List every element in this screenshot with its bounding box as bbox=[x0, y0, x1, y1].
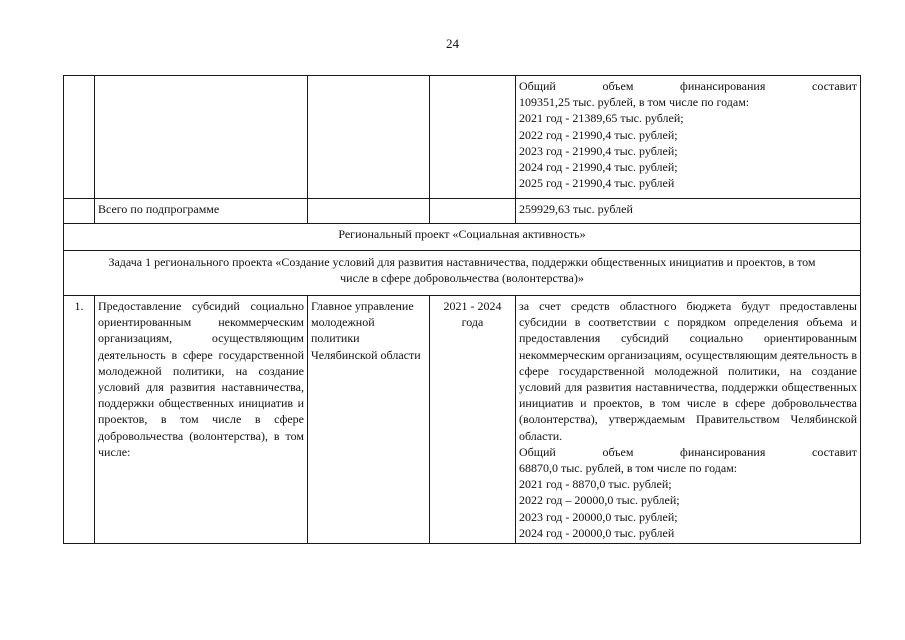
item-period: 2021 - 2024 года bbox=[430, 296, 516, 544]
financing-line: Общий объем финансирования составит bbox=[519, 444, 857, 459]
financing-line: 2022 год – 20000,0 тыс. рублей; bbox=[519, 493, 680, 508]
financing-line: 2022 год - 21990,4 тыс. рублей; bbox=[519, 127, 678, 142]
total-amount: 259929,63 тыс. рублей bbox=[516, 199, 861, 224]
financing-line: 2023 год - 20000,0 тыс. рублей; bbox=[519, 509, 678, 524]
table-cell bbox=[430, 199, 516, 224]
table-cell bbox=[64, 199, 95, 224]
financing-line: 2024 год - 20000,0 тыс. рублей bbox=[519, 525, 675, 540]
table-cell bbox=[64, 76, 95, 199]
item-source-text: за счет средств областного бюджета будут предоставлены субсидии в соответствии с порядком определения объема и предоставления субсидий социально ориентированным некоммерческим организациям, осуществляющим деятельность в сфере государственной молодежной политики, на создание условий для развития наставничества, поддержки общественных инициатив и проектов, в том числе в сфере добровольчества (волонтерства), утверждаемым Правительством Челябинской области. bbox=[519, 299, 857, 443]
program-table bbox=[63, 75, 861, 544]
financing-line: 68870,0 тыс. рублей, в том числе по годам: bbox=[519, 461, 738, 476]
table-row bbox=[64, 296, 861, 544]
total-row bbox=[64, 199, 861, 224]
item-source-cell bbox=[516, 296, 861, 544]
financing-line: 109351,25 тыс. рублей, в том числе по годам: bbox=[519, 95, 750, 110]
table-cell bbox=[430, 76, 516, 199]
table-cell bbox=[95, 76, 308, 199]
task-header: Задача 1 регионального проекта «Создание условий для развития наставничества, поддержки общественных инициатив и проектов, в том числе в сфере добровольчества (волонтерства)» bbox=[64, 251, 861, 296]
page-number: 24 bbox=[446, 36, 459, 51]
financing-line: 2023 год - 21990,4 тыс. рублей; bbox=[519, 143, 678, 158]
table-row bbox=[64, 76, 861, 199]
financing-cell bbox=[516, 76, 861, 199]
financing-line: Общий объем финансирования составит bbox=[519, 79, 857, 93]
task-header-row bbox=[64, 251, 861, 296]
item-executor: Главное управление молодежной политики Челябинской области bbox=[308, 296, 430, 544]
section-header-row bbox=[64, 224, 861, 251]
item-number: 1. bbox=[64, 296, 95, 544]
section-header: Региональный проект «Социальная активность» bbox=[64, 224, 861, 251]
table-cell bbox=[308, 199, 430, 224]
financing-line: 2025 год - 21990,4 тыс. рублей bbox=[519, 176, 675, 191]
item-description: Предоставление субсидий социально ориентированным некоммерческим организациям, осуществляющим деятельность в сфере государственной молодежной политики, на создание условий для развития наставничества, поддержки общественных инициатив и проектов, в том числе в сфере добровольчества (волонтерства), в том числе: bbox=[95, 296, 308, 544]
total-label: Всего по подпрограмме bbox=[95, 199, 308, 224]
financing-line: 2024 год - 21990,4 тыс. рублей; bbox=[519, 160, 678, 175]
financing-line: 2021 год - 8870,0 тыс. рублей; bbox=[519, 477, 672, 492]
financing-line: 2021 год - 21389,65 тыс. рублей; bbox=[519, 111, 684, 126]
table-cell bbox=[308, 76, 430, 199]
